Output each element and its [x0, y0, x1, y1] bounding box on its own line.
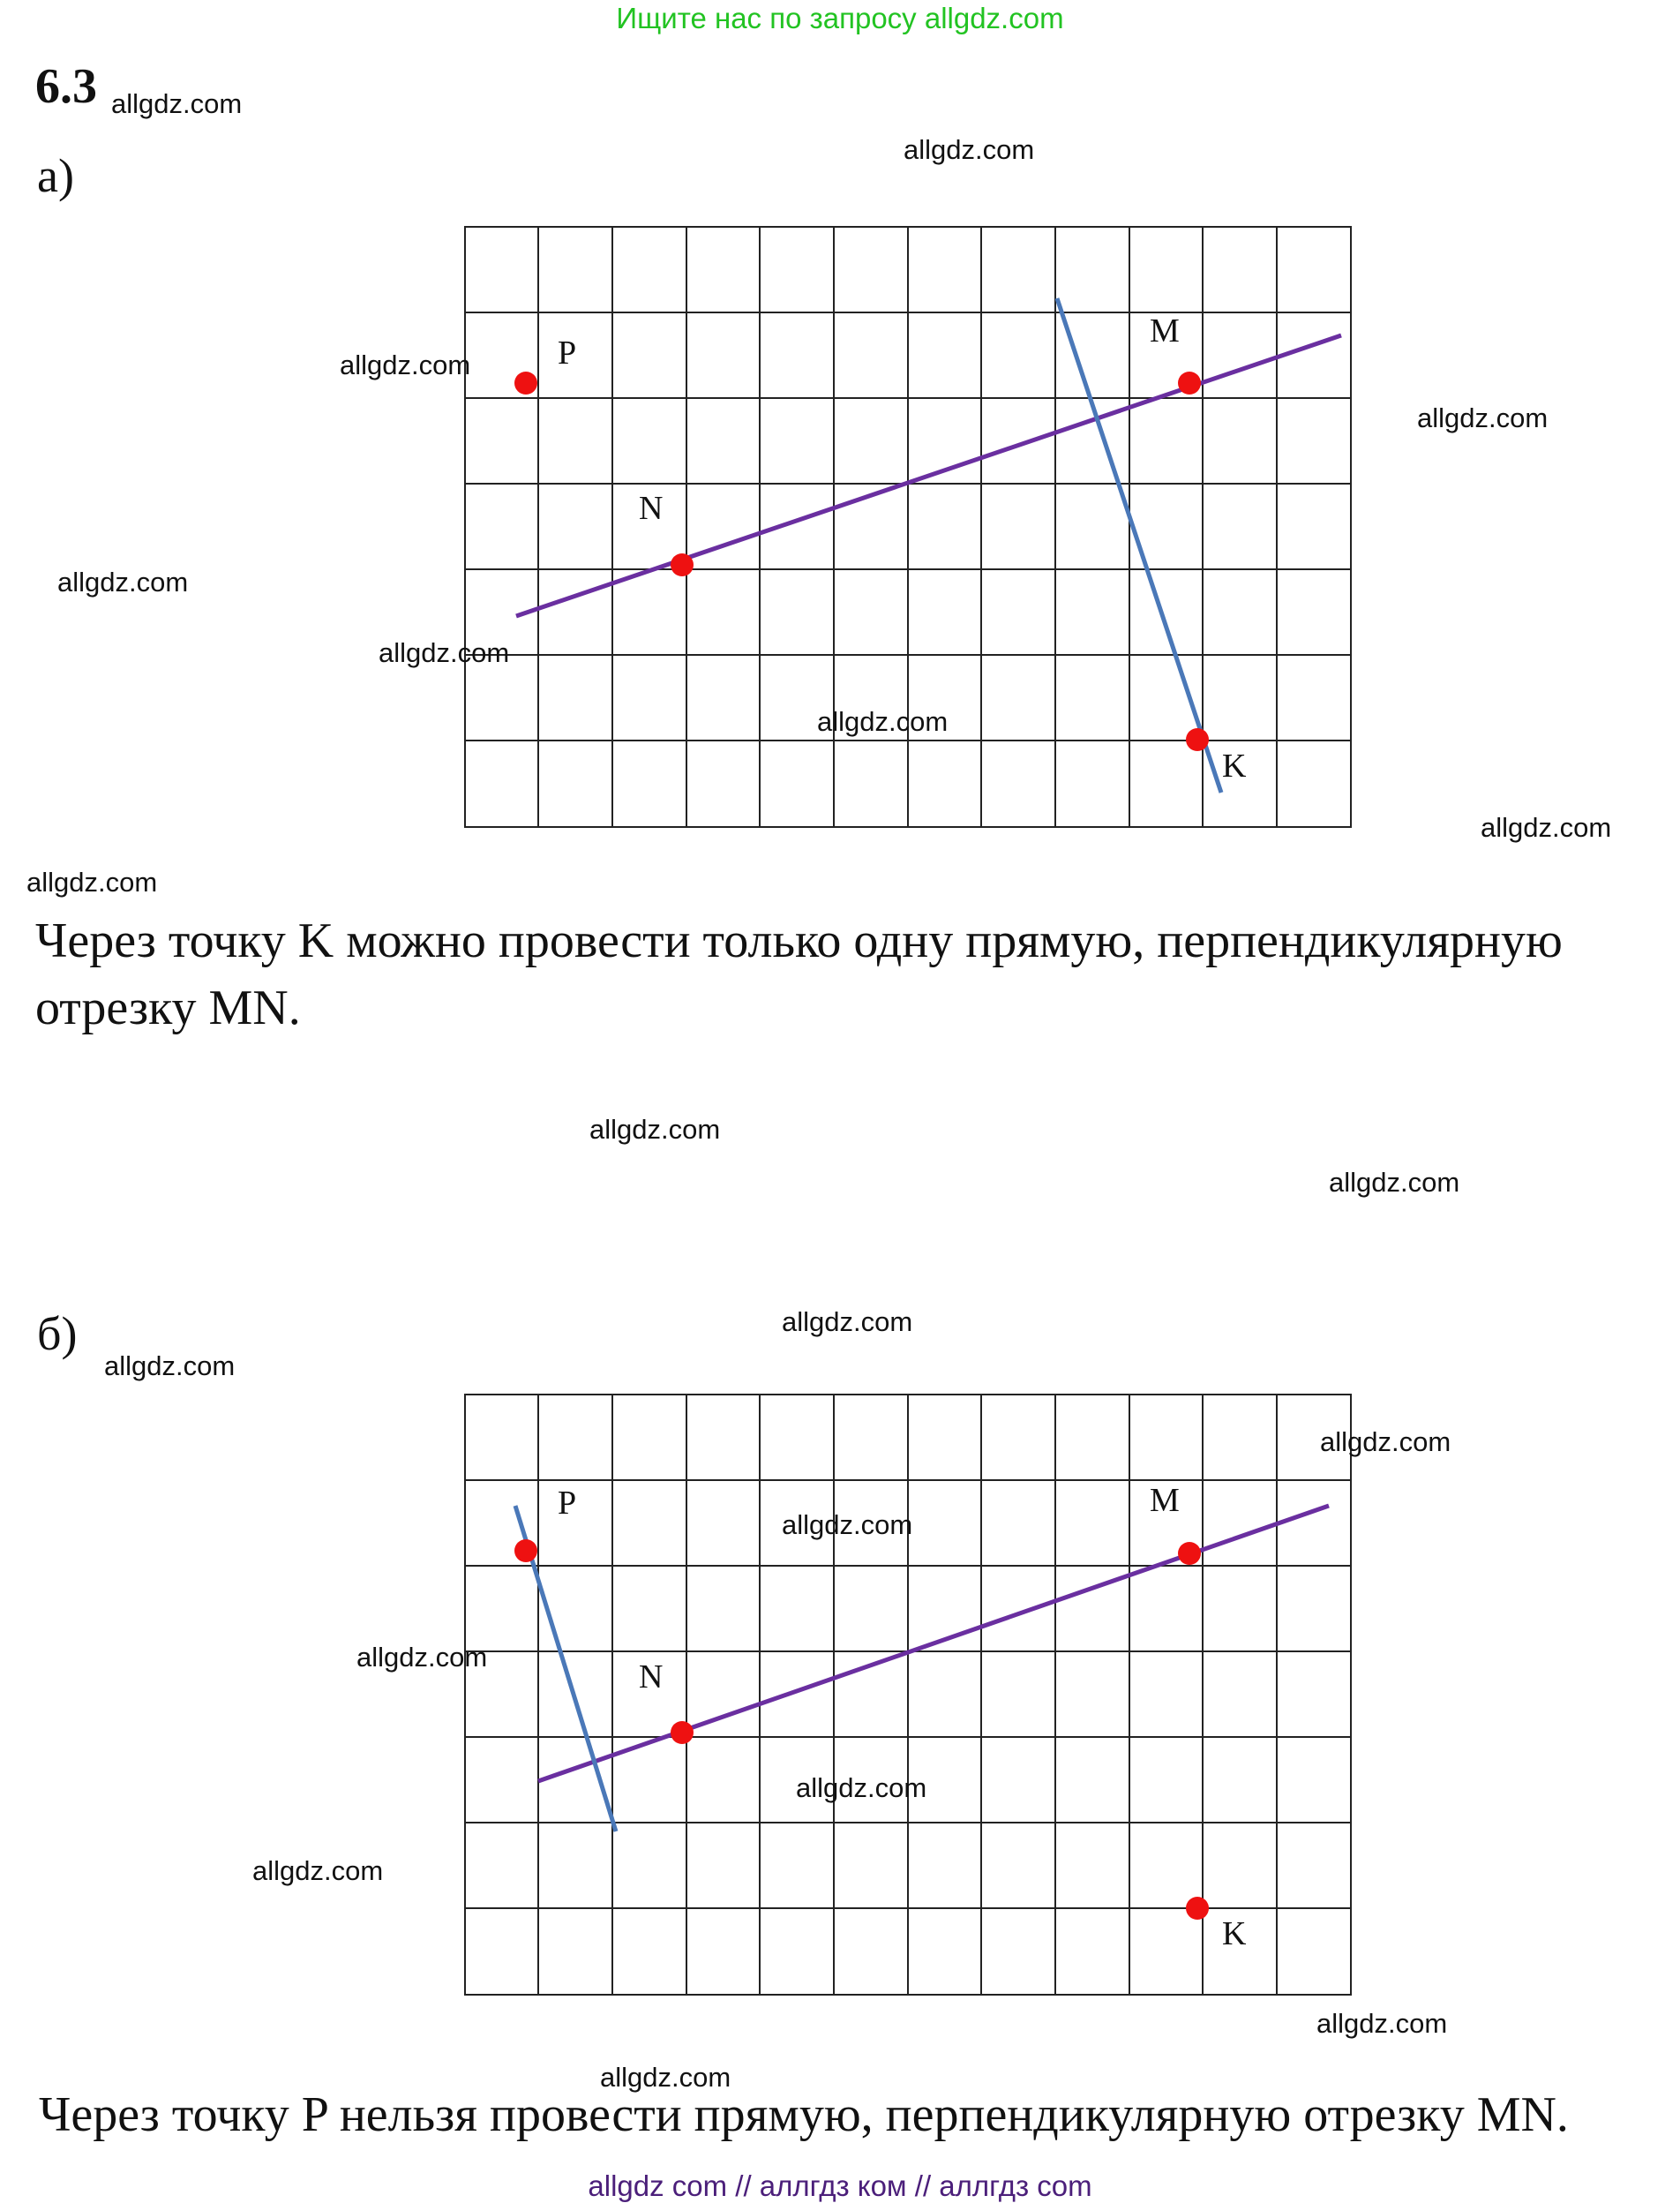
watermark: allgdz.com [356, 1642, 488, 1673]
answer-b: Через точку P нельзя провести прямую, перпендикулярную отрезку MN. [39, 2087, 1569, 2142]
part-a-label: а) [37, 149, 74, 202]
grid-b [465, 1395, 1351, 1995]
exercise-number: 6.3 [35, 59, 97, 114]
label-n-a: N [639, 490, 664, 527]
watermark: allgdz.com [26, 867, 158, 898]
watermark: allgdz.com [589, 1114, 721, 1145]
watermark: allgdz.com [252, 1855, 384, 1886]
watermark: allgdz.com [104, 1350, 236, 1381]
point-p-b [514, 1539, 537, 1562]
point-k-b [1186, 1897, 1209, 1920]
watermark: allgdz.com [340, 350, 471, 380]
label-k-a: K [1222, 748, 1247, 785]
part-b-label: б) [37, 1307, 78, 1360]
watermark: allgdz.com [57, 567, 189, 598]
top-banner[interactable]: Ищите нас по запросу allgdz.com [616, 2, 1064, 34]
point-n-b [671, 1721, 694, 1744]
watermark: allgdz.com [1417, 402, 1549, 433]
label-n-b: N [639, 1658, 664, 1695]
watermark: allgdz.com [904, 134, 1035, 165]
watermark: allgdz.com [1316, 2008, 1448, 2039]
point-m-b [1178, 1542, 1201, 1565]
watermark: allgdz.com [111, 88, 243, 119]
watermark: allgdz.com [782, 1306, 913, 1337]
line-mn-b [538, 1506, 1329, 1781]
watermark: allgdz.com [1320, 1426, 1451, 1457]
watermark: allgdz.com [600, 2062, 731, 2093]
watermark: allgdz.com [817, 706, 949, 737]
label-m-a: M [1150, 312, 1180, 350]
watermark: allgdz.com [796, 1772, 927, 1803]
watermark: allgdz.com [379, 637, 510, 668]
watermark: allgdz.com [1329, 1167, 1460, 1198]
label-p-a: P [558, 335, 577, 372]
watermark: allgdz.com [1481, 812, 1612, 843]
answer-a-line2: отрезку MN. [35, 981, 301, 1035]
footer-links[interactable]: allgdz com // аллгдз ком // аллгдз com [588, 2169, 1092, 2202]
answer-a-line1: Через точку K можно провести только одну прямую, перпендикулярную [35, 914, 1563, 968]
label-k-b: K [1222, 1915, 1247, 1952]
label-m-b: M [1150, 1482, 1180, 1519]
watermark: allgdz.com [782, 1509, 913, 1540]
label-p-b: P [558, 1485, 577, 1522]
